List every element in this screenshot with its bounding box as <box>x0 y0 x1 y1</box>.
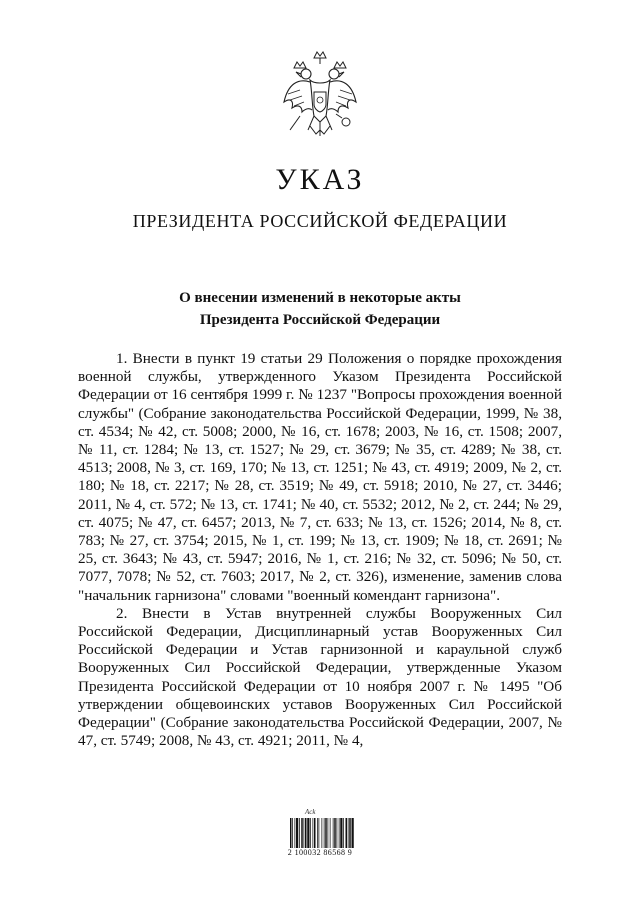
barcode-icon <box>289 818 355 850</box>
barcode-number: 2 100032 86568 9 <box>287 848 353 857</box>
document-title: УКАЗ <box>275 163 365 196</box>
decree-heading <box>0 287 640 331</box>
decree-item-2: 2. Внести в Устав внутренней службы Вооруженных Сил Российской Федерации, Дисциплинарный устав Вооруженных Сил Российской Федерации и Устав гарнизонной и караульной служб Вооруженных Сил Российской Федерации, утвержденные Указом Президента Российской Федерации от 10 ноября 2007 г. № 1495 "Об утверждении общевоинских уставов Вооруженных Сил Российской Федерации" (Собрание законодательства Российской Федерации, 2007, № 47, ст. 5749; 2008, № 43, ст. 4921; 2011, № 4, <box>78 604 562 750</box>
decree-body <box>78 350 562 750</box>
handwritten-mark: Ack <box>305 808 316 816</box>
decree-heading-line-1: О внесении изменений в некоторые акты <box>179 290 461 306</box>
coat-of-arms-icon <box>280 50 360 146</box>
emblem <box>280 50 360 146</box>
barcode <box>289 818 355 850</box>
decree-item-1: 1. Внести в пункт 19 статьи 29 Положения о порядке прохождения военной службы, утвержденного Указом Президента Российской Федерации от 16 сентября 1999 г. № 1237 "Вопросы прохождения военной службы" (Собрание законодательства Российской Федерации, 1999, № 38, ст. 4534; № 42, ст. 5008; 2000, № 16, ст. 1678; 2003, № 16, ст. 1508; 2007, № 11, ст. 1284; № 13, ст. 1527; № 29, ст. 3679; № 35, ст. 4289; № 38, ст. 4513; 2008, № 3, ст. 169, 170; № 13, ст. 1251; № 43, ст. 4919; 2009, № 2, ст. 180; № 18, ст. 2217; № 28, ст. 3519; № 49, ст. 5918; 2010, № 27, ст. 3446; 2011, № 4, ст. 572; № 13, ст. 1741; № 40, ст. 5532; 2012, № 2, ст. 244; № 29, ст. 4075; № 47, ст. 6457; 2013, № 7, ст. 633; № 13, ст. 1526; 2014, № 8, ст. 783; № 27, ст. 3754; 2015, № 1, ст. 199; № 13, ст. 1909; № 18, ст. 2691; № 25, ст. 3643; № 43, ст. 5947; 2016, № 1, ст. 216; № 32, ст. 5096; № 50, ст. 7077, 7078; № 52, ст. 7603; 2017, № 2, ст. 326), изменение, заменив слова "начальник гарнизона" словами "военный комендант гарнизона". <box>78 350 562 604</box>
document-subtitle: ПРЕЗИДЕНТА РОССИЙСКОЙ ФЕДЕРАЦИИ <box>132 211 508 231</box>
decree-heading-line-2: Президента Российской Федерации <box>199 312 441 328</box>
